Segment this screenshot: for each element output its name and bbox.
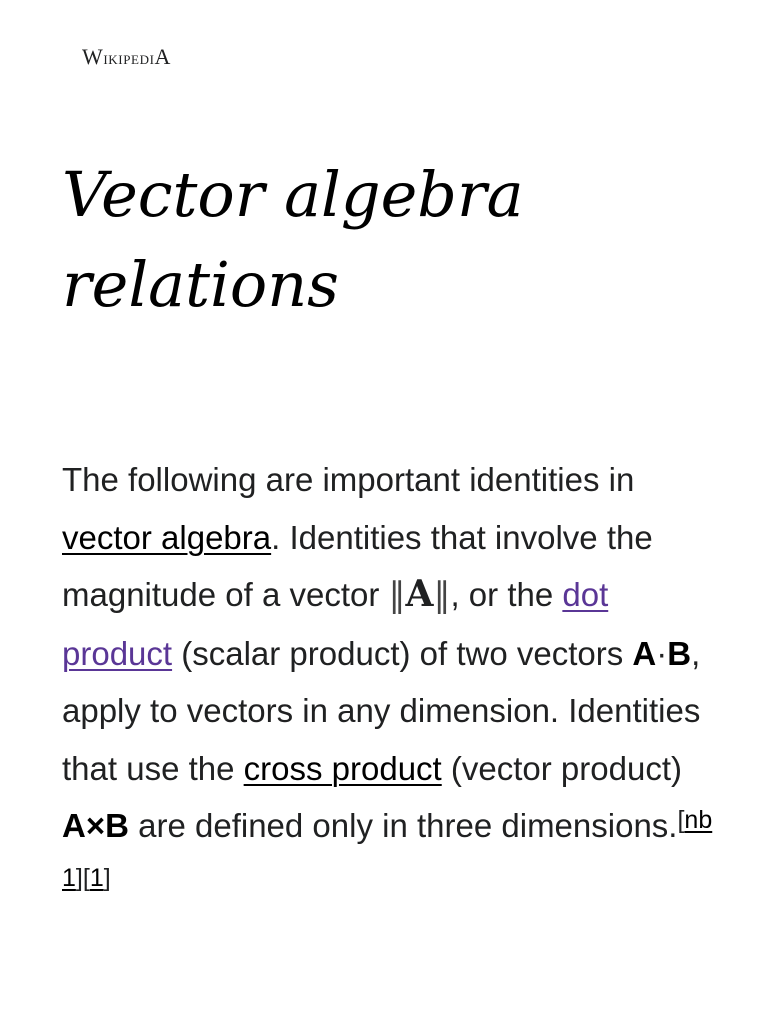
norm-right-bar: ‖ [433, 575, 451, 615]
dot-vector-a: A [632, 634, 657, 672]
intro-text-3: , or the [450, 576, 563, 613]
intro-text-5: , apply to vectors in any dimension. Identities that use the [62, 634, 701, 787]
ref-bracket-close-1: ] [75, 863, 83, 892]
cross-symbol: × [85, 807, 106, 844]
intro-text-6: (vector product) [441, 749, 682, 787]
page-title: Vector algebra relations [62, 158, 524, 321]
link-dot-product[interactable]: dot product [62, 576, 609, 672]
link-cross-product[interactable]: cross product [243, 749, 442, 787]
ref-bracket-open-1: [ [677, 806, 685, 835]
logo-last-letter: A [154, 44, 172, 69]
norm-left-bar: ‖ [388, 575, 406, 615]
intro-paragraph [62, 451, 722, 912]
ref-bracket-close-2: ] [103, 863, 111, 892]
logo-middle: ikipedi [103, 48, 155, 69]
cross-vector-a: A [62, 807, 86, 844]
dot-vector-b: B [667, 634, 692, 672]
ref-bracket-open-2: [ [82, 863, 90, 892]
link-vector-algebra[interactable]: vector algebra [62, 518, 272, 556]
intro-text-1: The following are important identities in [62, 461, 635, 498]
intro-text-7: are defined only in three dimensions. [128, 807, 678, 844]
intro-text-2: . Identities that involve the magnitude of a vector [62, 518, 653, 613]
intro-text-4: (scalar product) of two vectors [172, 634, 633, 672]
logo-first-letter: W [82, 44, 104, 69]
wikipedia-logo[interactable] [82, 44, 171, 70]
reference-1-link[interactable]: 1 [89, 863, 104, 892]
footnote-nb1-link[interactable]: nb 1 [62, 806, 713, 892]
cross-vector-b: B [105, 807, 129, 844]
norm-vector-a: A [405, 573, 434, 615]
dot-symbol: · [656, 634, 668, 672]
